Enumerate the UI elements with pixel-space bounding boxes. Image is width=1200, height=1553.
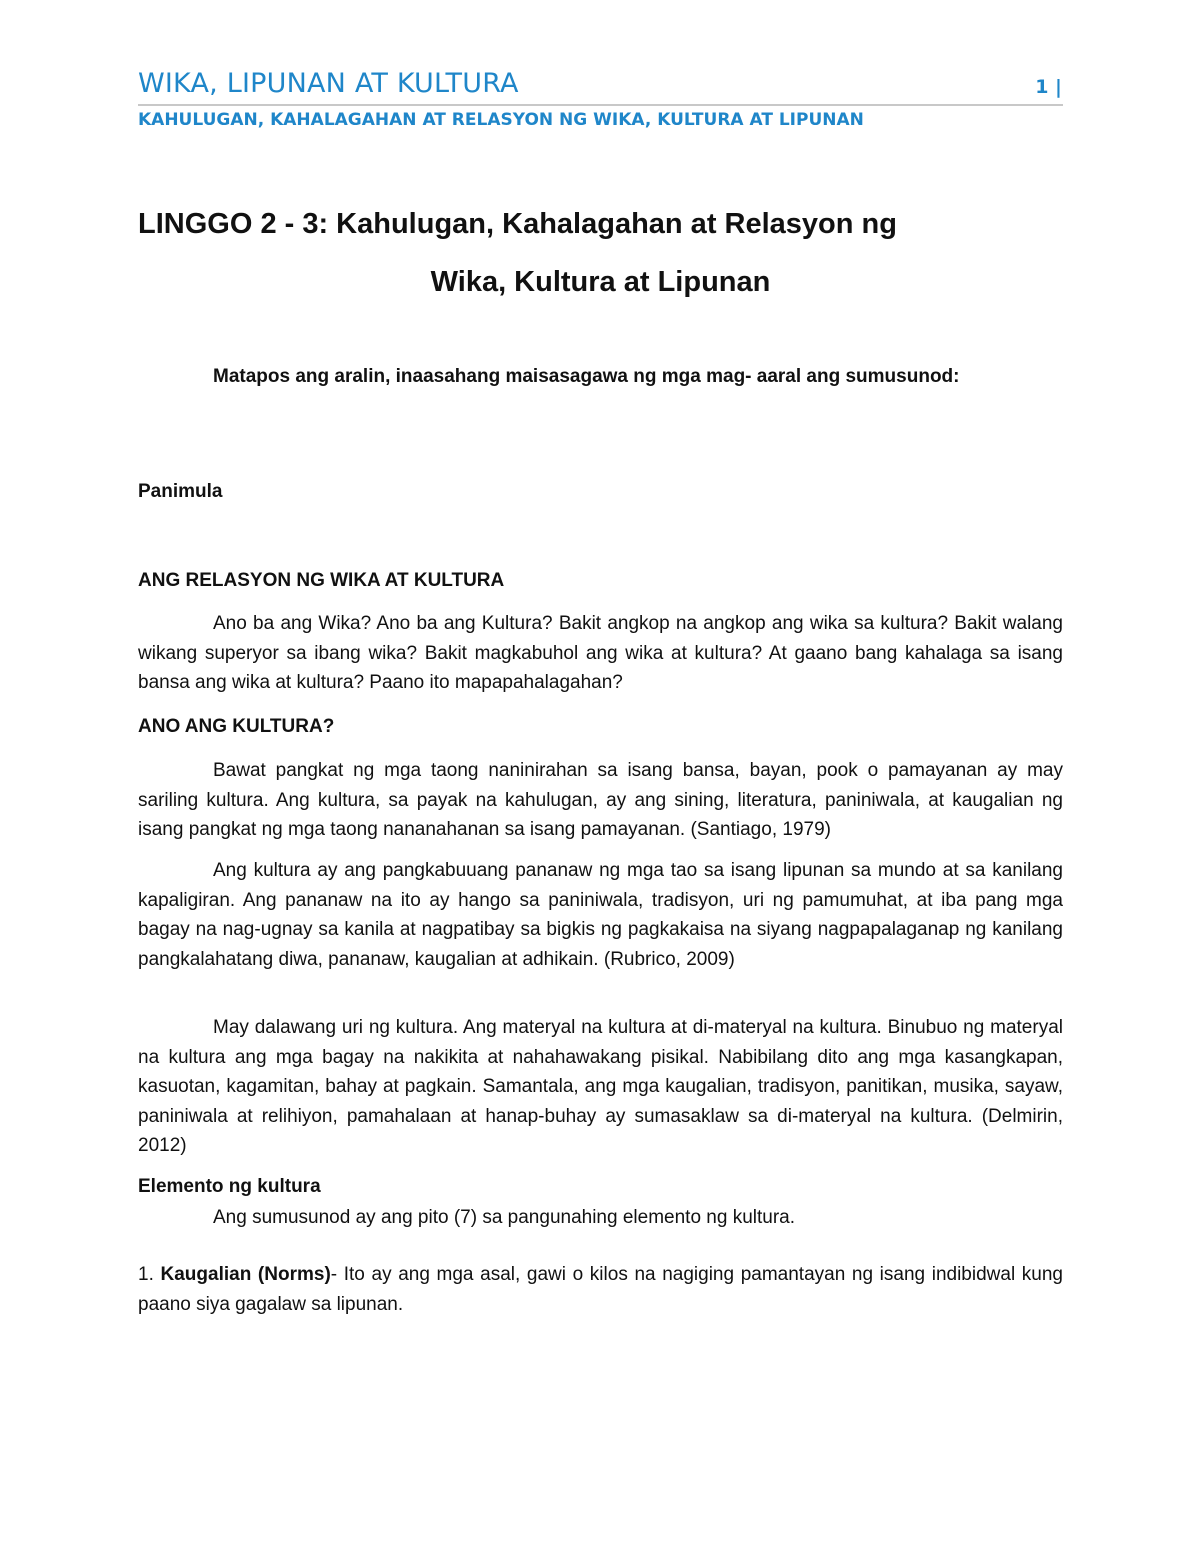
section-heading-elemento: Elemento ng kultura [138, 1176, 321, 1197]
paragraph-kultura-3 [138, 1013, 1063, 1161]
header-title: WIKA, LIPUNAN AT KULTURA [138, 68, 519, 99]
paragraph-relasyon-text: Ano ba ang Wika? Ano ba ang Kultura? Bakit angkop na angkop ang wika sa kultura? Bakit walang wikang superyor sa ibang wika? Bakit magkabuhol ang wika at kultura? At gaano bang kahalaga sa isang bansa ang wika at kultura? Paano ito mapapahalagahan? [138, 613, 1063, 693]
objective-text: Matapos ang aralin, inaasahang maisasagawa ng mga mag- aaral ang sumusunod: [213, 366, 960, 387]
elemento-intro: Ang sumusunod ay ang pito (7) sa pangunahing elemento ng kultura. [213, 1207, 796, 1228]
paragraph-kultura-2 [138, 856, 1063, 974]
section-heading-relasyon: ANG RELASYON NG WIKA AT KULTURA [138, 570, 505, 591]
list-item-kaugalian [138, 1260, 1063, 1319]
list-item-term: Kaugalian (Norms) [160, 1264, 331, 1285]
section-heading-panimula: Panimula [138, 481, 223, 502]
page-title-line-2: Wika, Kultura at Lipunan [430, 266, 771, 298]
paragraph-kultura-2-text: Ang kultura ay ang pangkabuuang pananaw ng mga tao sa isang lipunan sa mundo at sa kanilang kapaligiran. Ang pananaw na ito ay hango sa paniniwala, tradisyon, uri ng pamumuhat, at iba pang mga bagay na nag-ugnay sa kanila at nagpatibay sa bigkis ng pagkakaisa na siyang nagpapalaganap ng kanilang pangkalahatang diwa, pananaw, kaugalian at adhikain. (Rubrico, 2009) [138, 860, 1063, 970]
paragraph-kultura-3-text: May dalawang uri ng kultura. Ang materyal na kultura at di-materyal na kultura. Binubuo ng materyal na kultura ang mga bagay na nakikita at nahahawakang pisikal. Nabibilang dito ang mga kasangkapan, kasuotan, kagamitan, bahay at pagkain. Samantala, ang mga kaugalian, tradisyon, panitikan, musika, sayaw, paniniwala at relihiyon, pamahalaan at hanap-buhay ay sumasaklaw sa di-materyal na kultura. (Delmirin, 2012) [138, 1017, 1063, 1156]
paragraph-kultura-1 [138, 756, 1063, 845]
header-subtitle: KAHULUGAN, KAHALAGAHAN AT RELASYON NG WIKA, KULTURA AT LIPUNAN [138, 110, 864, 130]
header-page-number: 1 | [1035, 76, 1062, 98]
section-heading-kultura: ANO ANG KULTURA? [138, 716, 335, 737]
list-item-number: 1. [138, 1264, 154, 1285]
header-divider [138, 104, 1063, 106]
page-title-line-1: LINGGO 2 - 3: Kahulugan, Kahalagahan at Relasyon ng [138, 208, 897, 240]
list-item-text: - Ito ay ang mga asal, gawi o kilos na nagiging pamantayan ng isang indibidwal kung paano siya gagalaw sa lipunan. [138, 1264, 1063, 1315]
paragraph-relasyon [138, 609, 1063, 698]
paragraph-kultura-1-text: Bawat pangkat ng mga taong naninirahan sa isang bansa, bayan, pook o pamayanan ay may sariling kultura. Ang kultura, sa payak na kahulugan, ay ang sining, literatura, paniniwala, at kaugalian ng isang pangkat ng mga taong nananahanan sa isang pamayanan. (Santiago, 1979) [138, 760, 1063, 840]
